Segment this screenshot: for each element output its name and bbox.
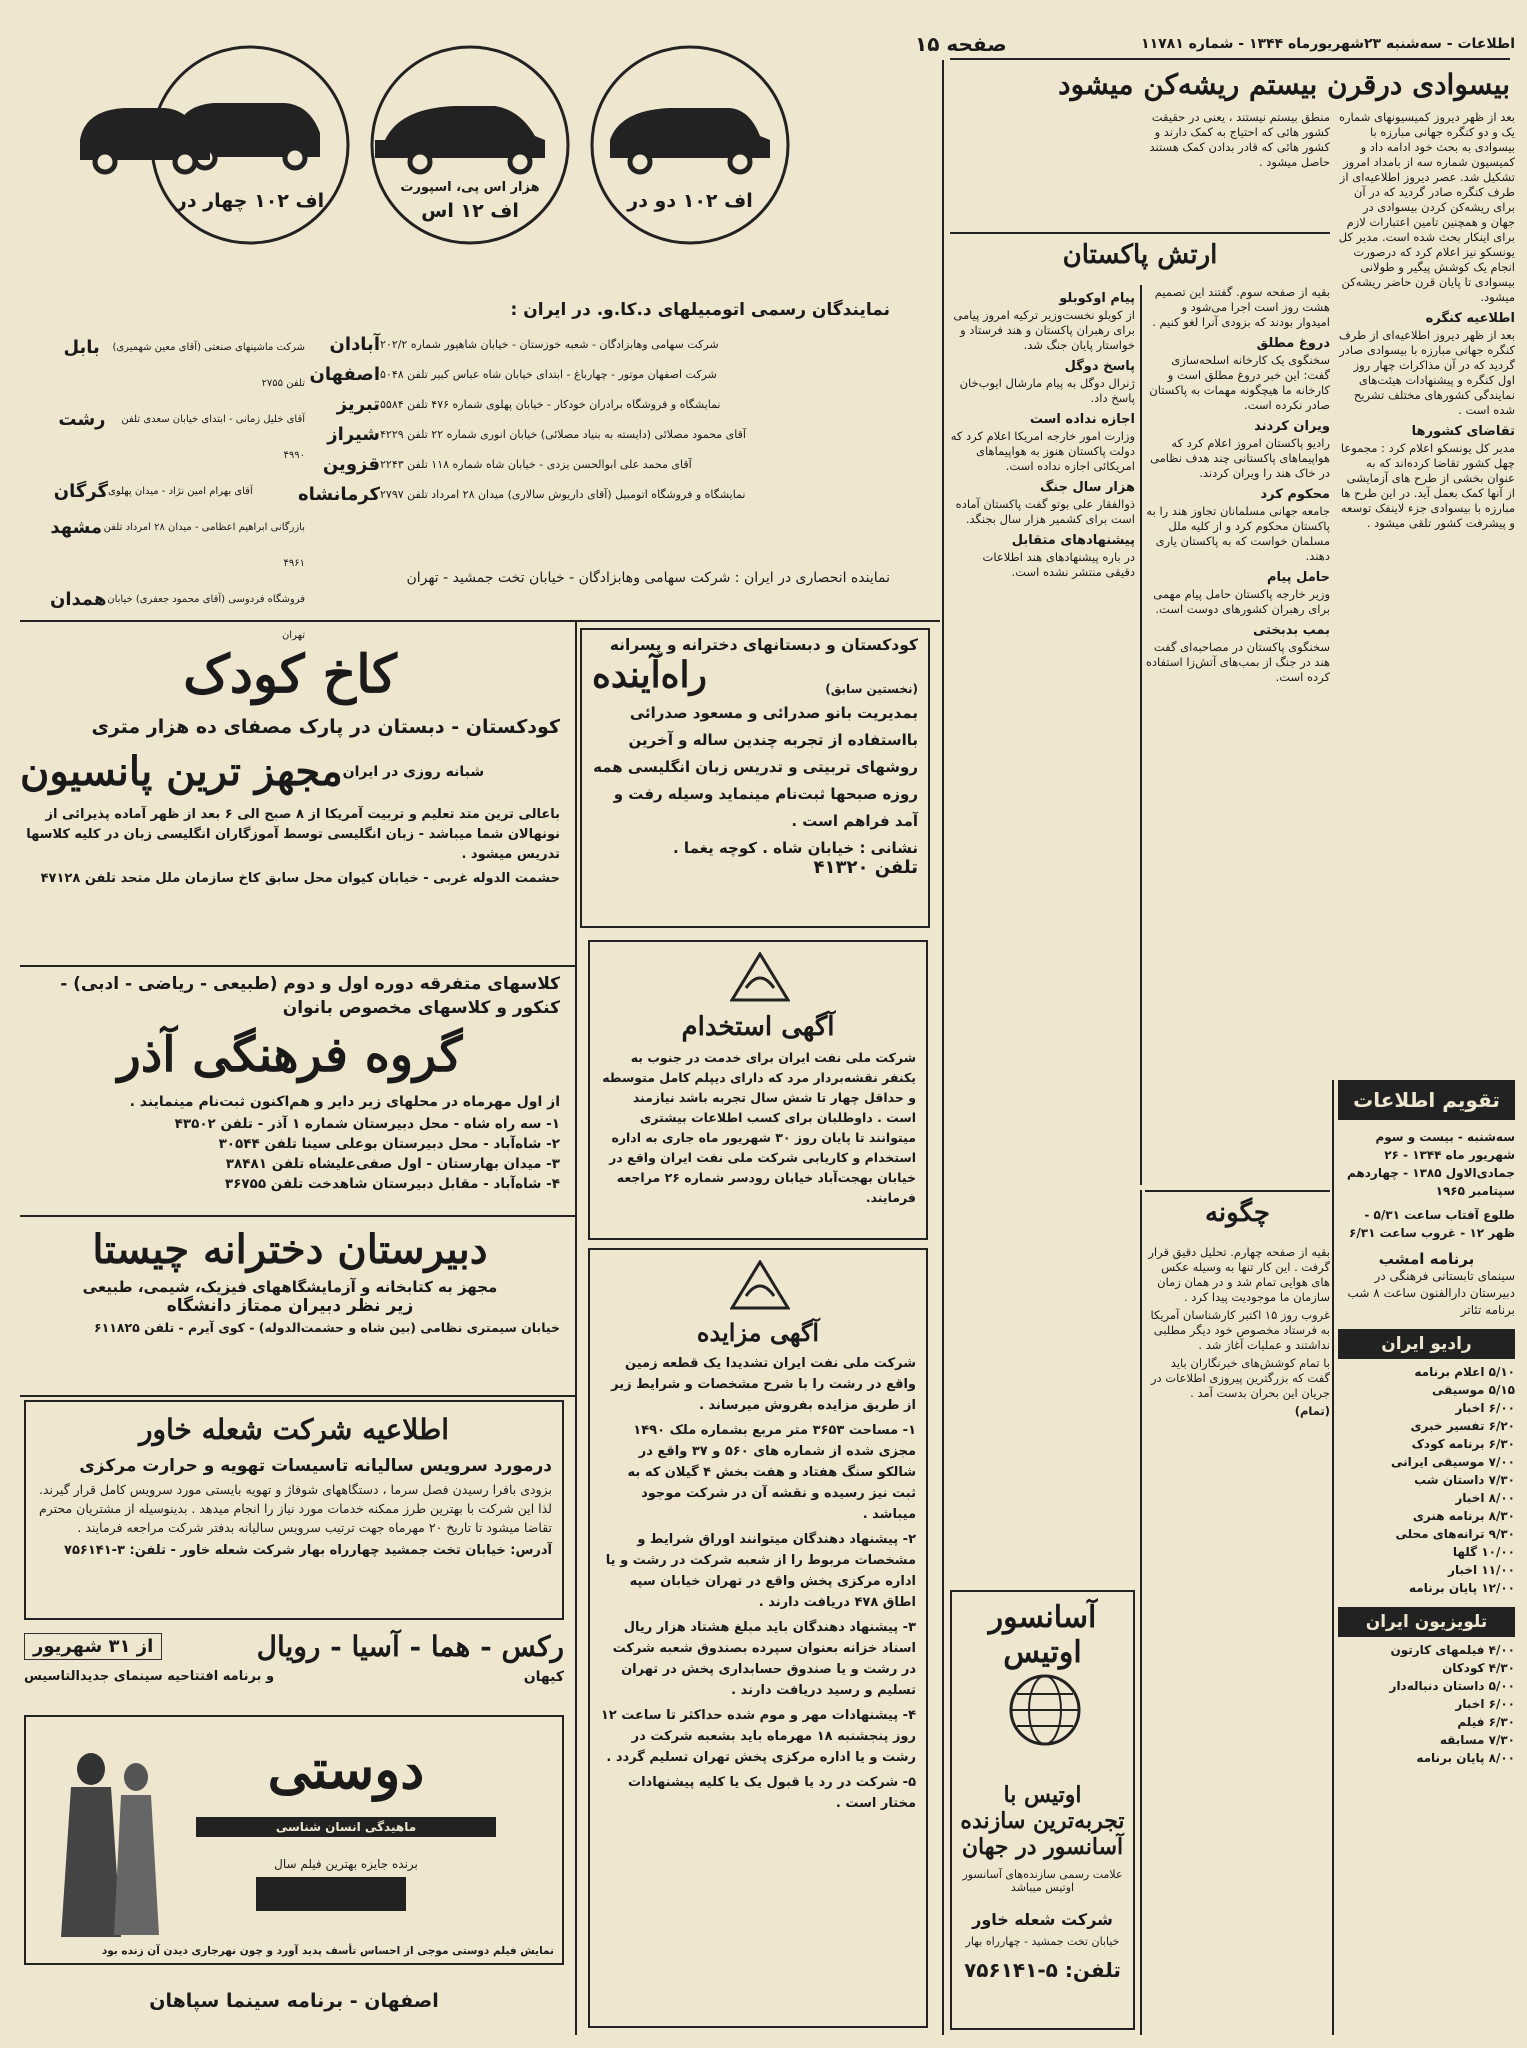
news-subhead: بمب بدبختی [1253,623,1330,638]
pakistan-col-left [950,285,1135,1185]
oil2-clause: ۴- پیشنهادات مهر و موم شده حداکثر تا ساعت ۱۲ روز پنجشنبه ۱۸ مهرماه باید بشعبه شرکت در رشت و یا اداره مرکزی پخش تهران تسلیم گردد . [600,1708,916,1765]
rahayandeh-body: بمدیریت بانو صدرائی و مسعود صدرائی بااستفاده از تجربه چندین ساله و آخرین روشهای تربیتی و تدریس زبان انگلیسی همه روزه صبحها ثبت‌نام مینماید وسیله رفت و آمد فراهم است . [593,704,918,830]
otis-title: آسانسور اوتیس [988,1600,1097,1670]
news-subhead: پیشنهادهای متقابل [1011,533,1135,548]
news-subhead: تقاضای کشورها [1411,424,1515,439]
news-paragraph: بقیه از صفحه چهارم. تحلیل دقیق قرار گرفت . این کار تنها به وسیله عکس های هوایی تمام شد و در همان زمان سازمان ما موجودیت پیدا کرد . [1148,1245,1330,1304]
dealer-city: مشهد [50,517,103,538]
news-subhead: دروغ مطلق [1256,336,1330,351]
news-subhead: اجازه نداده است [1029,412,1135,427]
kakh-line1: کودکستان - دبستان در پارک مصفای ده هزار متری [91,716,560,738]
globe-icon [1007,1672,1083,1748]
program-text: سینمای تابستانی فرهنگی در دبیرستان دارالفنون ساعت ۸ شب برنامه تئاتر [1347,1269,1515,1317]
tv-item: ۷/۳۰ مسابقه [1439,1733,1515,1747]
news-col-1 [1338,110,1515,1070]
news-subhead: حامل پیام [1266,570,1330,585]
oil1-body: شرکت ملی نفت ایران برای خدمت در جنوب به یکنفر نقشه‌بردار مرد که دارای دیپلم کامل متوسطه و حداقل چهار تا شش سال تجربه باشد نیازمند است . داوطلبان برای کسب اطلاعات بیشتری میتوانند تا پایان روز ۳۰ شهریور ماه جاری به اداره استخدام و کاریابی شرکت ملی نفت ایران واقع در خیابان بهجت‌آباد خیابان رودسر شماره ۲۶ مراجعه فرمایند. [602,1050,916,1205]
film-note: نمایش فیلم دوستی موجی از احساس تأسف پدید آورد و چون نهرجاری دیدن آن زنده بود [101,1945,554,1957]
oil2-clause: ۲- پیشنهاد دهندگان میتوانند اوراق شرایط و مشخصات مربوط را از شعبه شرکت در رشت و یا اداره مرکزی پخش واقع در تهران خیابان سپه اطاق ۴۷۸ دریافت دارند . [605,1532,916,1610]
rahayandeh-ad [580,628,930,928]
figures-icon [46,1747,176,1957]
news-paragraph: از کوبلو نخست‌وزیر ترکیه امروز پیامی برای رهبران پاکستان و هند فرستاد و خواستار پایان جنگ شد. [953,308,1135,352]
news-subhead: پیام اوکوبلو [1059,291,1135,306]
rahayandeh-sub: (نخستین سابق) [825,682,918,696]
dealer-city: شیراز [327,424,380,445]
oil2-clause: ۵- شرکت در رد یا قبول یک یا کلیه پیشنهادات مختار است . [628,1775,916,1811]
cars-ad [50,40,890,250]
otis-line: اوتیس با تجربه‌ترین سازنده آسانسور در جهان [960,1782,1125,1860]
chista-ad [20,1222,560,1347]
dealer-address: نمایشگاه و فروشگاه اتومبیل (آقای داریوش سالاری) میدان ۲۸ امرداد تلفن ۲۷۹۷ [380,488,746,501]
otis-company: شرکت شعله خاور [972,1910,1113,1929]
radio-item: ۶/۳۰ برنامه کودک [1411,1437,1515,1451]
radio-item: ۶/۲۰ تفسیر خبری [1410,1419,1515,1433]
rahayandeh-title: راه‌آینده [592,654,707,696]
dealer-address: شرکت اصفهان موتور - چهارباغ - ابتدای خیابان شاه عباس کبیر تلفن ۵۰۴۸ [380,368,717,381]
dealer-city: آبادان [329,334,380,355]
azar-ad [20,972,560,1237]
news-end: (تمام) [1294,1404,1330,1418]
rahayandeh-addr: نشانی : خیابان شاه . کوچه یغما . [673,839,918,857]
khavar-title: اطلاعیه شرکت شعله خاور [138,1413,450,1446]
tv-item: ۶/۳۰ فیلم [1457,1715,1515,1729]
khavar-sub: درمورد سرویس سالیانه تاسیسات تهویه و حرارت مرکزی [79,1456,552,1476]
azar-title: گروه فرهنگی آذر [117,1027,463,1083]
dealer-address: بازرگانی ابراهیم اعظامی - میدان ۲۸ امرداد تلفن ۴۹۶۱ [103,522,305,569]
news-subhead: پاسخ دوگل [1064,359,1135,374]
oil2-body: شرکت ملی نفت ایران تشدیدا یک قطعه زمین واقع در رشت را با شرح مشخصات و شرایط زیر از طریق مزایده بفروش میرساند . [611,1356,916,1413]
oil-logo-icon [730,952,790,1002]
radio-item: ۸/۰۰ اخبار [1455,1491,1515,1505]
dealer-city: همدان [50,589,107,610]
kakh-body: باعالی ترین متد تعلیم و تربیت آمریکا از ۸ صبح الی ۶ بعد از ظهر آماده پذیرائی از نونهالان شما میباشد - زبان انگلیسی توسط آموزگاران انگلیسی زبان در کلیه کلاسها تدریس میشود . [26,807,560,862]
rex-title: رکس - هما - آسیا - رویال [256,1630,564,1663]
tv-item: ۴/۳۰ کودکان [1442,1661,1515,1675]
calendar-times: طلوع آفتاب ساعت ۵/۳۱ - ظهر ۱۲ - غروب ساعت ۶/۳۱ [1349,1208,1515,1240]
pakistan-col-right [1145,285,1330,1185]
pakistan-title: ارتش پاکستان [1062,240,1218,270]
chista-line2: زیر نظر دبیران ممتاز دانشگاه [166,1296,414,1316]
kakh-title: کاخ کودک [183,644,397,705]
rex-ad [24,1630,564,2035]
kakh-ad [20,640,560,960]
news-paragraph: بقیه از صفحه سوم. گفتند این تصمیم هشت روز است اجرا می‌شود و امیدوار بودند که بزودی آنرا لغو کنیم . [1152,285,1330,329]
program-title: برنامه امشب [1378,1250,1475,1268]
film-sub: ماهیدگی انسان شناسی [196,1817,496,1837]
dealer-address: فروشگاه فردوسی (آقای محمود جعفری) خیابان تهران [107,594,305,641]
news-col-2-top [1148,110,1330,230]
model-label: اف ۱۰۲ دو در [627,190,753,212]
news-paragraph: ژنرال دوگل به پیام مارشال ایوب‌خان پاسخ داد. [959,376,1135,405]
oil2-clause: ۳- پیشنهاد دهندگان باید مبلغ هشتاد هزار ریال اسناد خزانه بعنوان سپرده بصندوق شعبه شرکت در رشت و یا صندوق حسابداری پخش در تهران تسلیم و رسید دریافت دارند . [612,1620,916,1698]
oil-logo-icon [730,1260,790,1310]
dealer-address: شرکت سهامی وهابزادگان - شعبه خوزستان - خیابان شاهپور شماره ۲۰۲/۲ [380,338,719,351]
model-label: اف ۱۰۲ چهار در [175,190,325,212]
film-title: دوستی [267,1737,425,1801]
rex-city: کیهان [523,1669,564,1685]
film-banner-icon [256,1877,406,1911]
dealer-city: رشت [58,409,106,430]
tv-item: ۴/۰۰ فیلمهای کارتون [1390,1643,1515,1657]
azar-branch: ۳- میدان بهارستان - اول صفی‌علیشاه تلفن ۳۸۴۸۱ [225,1156,560,1172]
oil2-clause: ۱- مساحت ۳۶۵۳ متر مربع بشماره ملک ۱۴۹۰ مجزی شده از شماره های ۵۶۰ و ۳۷ واقع در شالکو سنگ هفتاد و هفت بخش ۴ گیلان که به ثبت نیز رسیده و نقشه آن در شرکت موجود میباشد . [627,1423,916,1522]
kakh-big: مجهز ترین پانسیون [20,748,343,795]
chista-addr: خیابان سیمتری نظامی (بین شاه و حشمت‌الدوله) - کوی آیرم - تلفن ۶۱۱۸۲۵ [93,1320,560,1335]
calendar-date: سه‌شنبه - بیست و سوم شهریور ماه ۱۳۴۴ - ۲۶ جمادی‌الاول ۱۳۸۵ - چهاردهم سپتامبر ۱۹۶۵ [1347,1130,1515,1198]
news-paragraph: بعد از ظهر دیروز اطلاعیه‌ای از طرف کنگره جهانی مبارزه با بیسوادی صادر گردید که در آن مذاکرات چهار روز اول کنگره و پیشنهادات هیئت‌های نمایندگی کشورهای مختلف تشریح شده است . [1338,328,1515,417]
tv-item: ۸/۰۰ پایان برنامه [1416,1751,1515,1765]
tv-title: تلویزیون ایران [1338,1607,1515,1637]
rex-date: از ۳۱ شهریور [24,1633,162,1660]
tv-item: ۶/۰۰ اخبار [1455,1697,1515,1711]
khavar-addr: آدرس: خیابان تخت جمشید چهارراه بهار شرکت شعله خاور - تلفن: ۳-۷۵۶۱۴۱ [64,1543,552,1558]
news-paragraph: وزارت امور خارجه امریکا اعلام کرد که دولت پاکستان هنوز به هواپیماهای امریکائی اجازه نداده است. [950,429,1135,473]
dealer-address: آقای محمود مصلائی (دایسته به بنیاد مصلائی) خیابان انوری شماره ۲۲ تلفن ۴۲۲۹ [380,428,746,441]
otis-addr: خیابان تخت جمشید - چهارراه بهار [965,1935,1120,1948]
dealer-city: قزوین [322,454,380,475]
car-icon [375,106,545,172]
chegouneh-title: چگونه [1204,1198,1271,1228]
news-subhead: اطلاعیه کنگره [1425,311,1515,326]
news-paragraph: در باره پیشنهادهای هند اطلاعات دقیقی منتشر نشده است. [982,550,1135,579]
page-number: صفحه ۱۵ [915,32,1007,56]
radio-item: ۱۱/۰۰ اخبار [1448,1563,1515,1577]
news-subhead: ویران کردند [1254,419,1330,434]
news-paragraph: بعد از ظهر دیروز کمیسیونهای شماره یک و دو کنگره جهانی مبارزه با بیسوادی به بحث خود ادامه داد و کمیسیون شماره سه از بامداد امروز تشکیل شد. عصر دیروز اطلاعیه‌ای از طرف کنگره صادر گردید که در آن برای ریشه‌کن کردن بیسوادی در جهان و همچنین تامین اعتبارات لازم برای اینکار بحث شده است. مدیر کل یونسکو نیز اعلام کرد که درصورت انجام یک کوشش پیگیر و طولانی بیسوادی تا پایان قرن حاضر ریشه‌کن میشود. [1338,110,1515,304]
news-paragraph: منطق بیستم نیستند ، یعنی در حقیقت کشور هائی که احتیاج به کمک دارند و کشور هائی که قادر بدادن کمک هستند حاصل میشود . [1149,110,1330,169]
kakh-side: شبانه روزی در ایران [342,763,485,780]
radio-title: رادیو ایران [1338,1329,1515,1359]
news-paragraph: مدیر کل یونسکو اعلام کرد : مجموعا چهل کشور تقاضا کرده‌اند که به عنوان بخشی از طرح های آزمایشی از آنها کمک بعمل آید. در این طرح ها مبارزه با بیسوادی جزء لاینفک توسعه و پیشرفت کشور تلقی میشود . [1340,441,1515,530]
dealer-address: شرکت ماشینهای صنعتی (آقای معین شهمیری) تلفن ۲۷۵۵ [112,342,305,389]
dealer-city: گرگان [53,481,108,502]
calendar [1338,1080,1515,2030]
rex-city-line: اصفهان - برنامه سینما سپاهان [149,1990,439,2012]
azar-top: کلاسهای متفرقه دوره اول و دوم (طبیعی - ریاضی - ادبی) - کنکور و کلاسهای مخصوص بانوان [60,974,560,1018]
khavar-ad [24,1400,564,1620]
dealer-address: آقای محمد علی ابوالحسن یزدی - خیابان شاه شماره ۱۱۸ تلفن ۲۲۴۳ [380,458,692,471]
radio-item: ۷/۳۰ داستان شب [1414,1473,1515,1487]
radio-item: ۸/۳۰ برنامه هنری [1412,1509,1515,1523]
dealer-city: کرمانشاه [297,484,380,505]
radio-item: ۱۰/۰۰ گلها [1452,1545,1515,1559]
radio-item: ۵/۱۵ موسیقی [1432,1383,1515,1397]
radio-item: ۷/۰۰ موسیقی ایرانی [1391,1455,1515,1469]
azar-intro: از اول مهرماه در محلهای زیر دایر و هم‌اکنون ثبت‌نام مینمایند . [129,1094,560,1110]
azar-branch: ۱- سه راه شاه - محل دبیرستان شماره ۱ آذر - تلفن ۴۳۵۰۲ [174,1116,560,1132]
chista-title: دبیرستان دخترانه چیستا [92,1226,488,1273]
radio-item: ۶/۰۰ اخبار [1455,1401,1515,1415]
news-headline: بیسوادی درقرن بیستم ریشه‌کن میشود [1058,68,1510,101]
azar-branch: ۲- شاه‌آباد - محل دبیرستان بوعلی سینا تلفن ۳۰۵۴۴ [218,1136,560,1152]
azar-branch: ۴- شاه‌آباد - مقابل دبیرستان شاهدخت تلفن ۳۶۷۵۵ [224,1176,560,1192]
model-label: هزار اس پی، اسپورت [400,180,540,195]
oil-auction-ad [588,1248,928,2028]
dealers-footer: نماینده انحصاری در ایران : شرکت سهامی وهابزادگان - خیابان تخت جمشید - تهران [406,570,890,586]
rex-sub: و برنامه افتتاحیه سینمای جدیدالتاسیس [24,1669,275,1684]
page-header-dateline: اطلاعات - سه‌شنبه ۲۳شهریورماه ۱۳۴۴ - شماره ۱۱۷۸۱ [1141,36,1515,52]
chegouneh-col [1145,1245,1330,2025]
otis-ad [950,1590,1135,2030]
oil-employment-ad [588,940,928,1240]
dealer-city: بابل [63,337,100,358]
otis-sub: علامت رسمی سازنده‌های آسانسور اوتیس میباشد [962,1868,1123,1894]
oil1-title: آگهی استخدام [681,1012,835,1042]
news-subhead: محکوم کرد [1260,487,1330,502]
khavar-body: بزودی بافرا رسیدن فصل سرما ، دستگاههای شوفاژ و تهویه بایستی مورد سرویس کامل قرار گیرند. لذا این شرکت با بهترین طرز ممکنه خدمات مورد نیاز را انجام میدهد . بدینوسیله از مشتریان محترم تقاضا میشود تا تاریخ ۲۰ مهرماه جهت ترتیب سرویس سالیانه بدفتر شرکت مراجعه فرمایند . [39,1482,552,1535]
news-paragraph: رادیو پاکستان امروز اعلام کرد که هواپیماهای پاکستانی چند هدف نظامی در خاک هند را ویران کردند. [1150,436,1330,480]
dealer-city: اصفهان [309,364,380,385]
dousti-poster [24,1715,564,1965]
news-paragraph: ذوالفقار علی بوتو گفت پاکستان آماده است برای کشمیر هزار سال بجنگد. [955,497,1135,526]
dealer-address: آقای خلیل زمانی - ابتدای خیابان سعدی تلفن ۴۹۹۰ [121,414,305,461]
dealer-address: آقای بهرام امین نژاد - میدان پهلوی [108,486,253,497]
dealer-address: نمایشگاه و فروشگاه برادران خودکار - خیابان پهلوی شماره ۴۷۶ تلفن ۵۵۸۴ [380,398,721,411]
radio-item: ۵/۱۰ اعلام برنامه [1414,1365,1515,1379]
rahayandeh-top: کودکستان و دبستانهای دخترانه و پسرانه [609,636,918,654]
radio-item: ۱۲/۰۰ پایان برنامه [1409,1581,1515,1595]
tv-item: ۵/۰۰ داستان دنباله‌دار [1389,1679,1515,1693]
chista-line1: مجهز به کتابخانه و آزمایشگاههای فیزیک، شیمی، طبیعی [82,1278,498,1296]
model-label: اف ۱۲ اس [421,200,519,222]
news-paragraph: سخنگوی پاکستان در مصاحبه‌ای گفت هند در جنگ از بمب‌های آتش‌زا استفاده کرده است. [1145,640,1330,684]
news-subhead: هزار سال جنگ [1039,480,1135,495]
film-tag: برنده جایزه بهترین فیلم سال [274,1857,418,1871]
oil2-title: آگهی مزایده [696,1318,820,1347]
dealer-city: تبریز [336,394,380,415]
dealers-list [50,330,890,641]
rahayandeh-phone: تلفن ۴۱۳۲۰ [813,857,918,878]
kakh-addr: حشمت الدوله غربی - خیابان کیوان محل سابق کاخ سازمان ملل متحد تلفن ۴۷۱۲۸ [40,871,560,886]
car-icon [610,108,770,172]
news-paragraph: با تمام کوشش‌های خبرنگاران باید گفت که بزرگترین پیروزی اطلاعات در جریان این بحران بدست آمد . [1150,1356,1330,1400]
dealers-title: نمایندگان رسمی اتومبیلهای د.کا.و. در ایران : [510,300,890,320]
news-paragraph: غروب روز ۱۵ اکتبر کارشناسان آمریکا به فرستاد مخصوص خود دیگر مطلبی نداشتند و عملیات آغاز شد . [1150,1308,1330,1352]
otis-phone: تلفن: ۵-۷۵۶۱۴۱ [964,1958,1121,1982]
calendar-title: تقویم اطلاعات [1338,1080,1515,1120]
news-paragraph: جامعه جهانی مسلمانان تجاوز هند را به پاکستان محکوم کرد و از کلیه ملل مسلمان خواست که به پاکستان یاری دهند. [1146,504,1330,563]
news-paragraph: وزیر خارجه پاکستان حامل پیام مهمی برای رهبران کشورهای دوست است. [1153,587,1330,616]
news-paragraph: سخنگوی یک کارخانه اسلحه‌سازی گفت: این خبر دروغ مطلق است و کارخانه ما هیچگونه مهمات به پاکستان صادر نکرده است. [1149,353,1330,412]
radio-item: ۹/۳۰ ترانه‌های محلی [1395,1527,1515,1541]
